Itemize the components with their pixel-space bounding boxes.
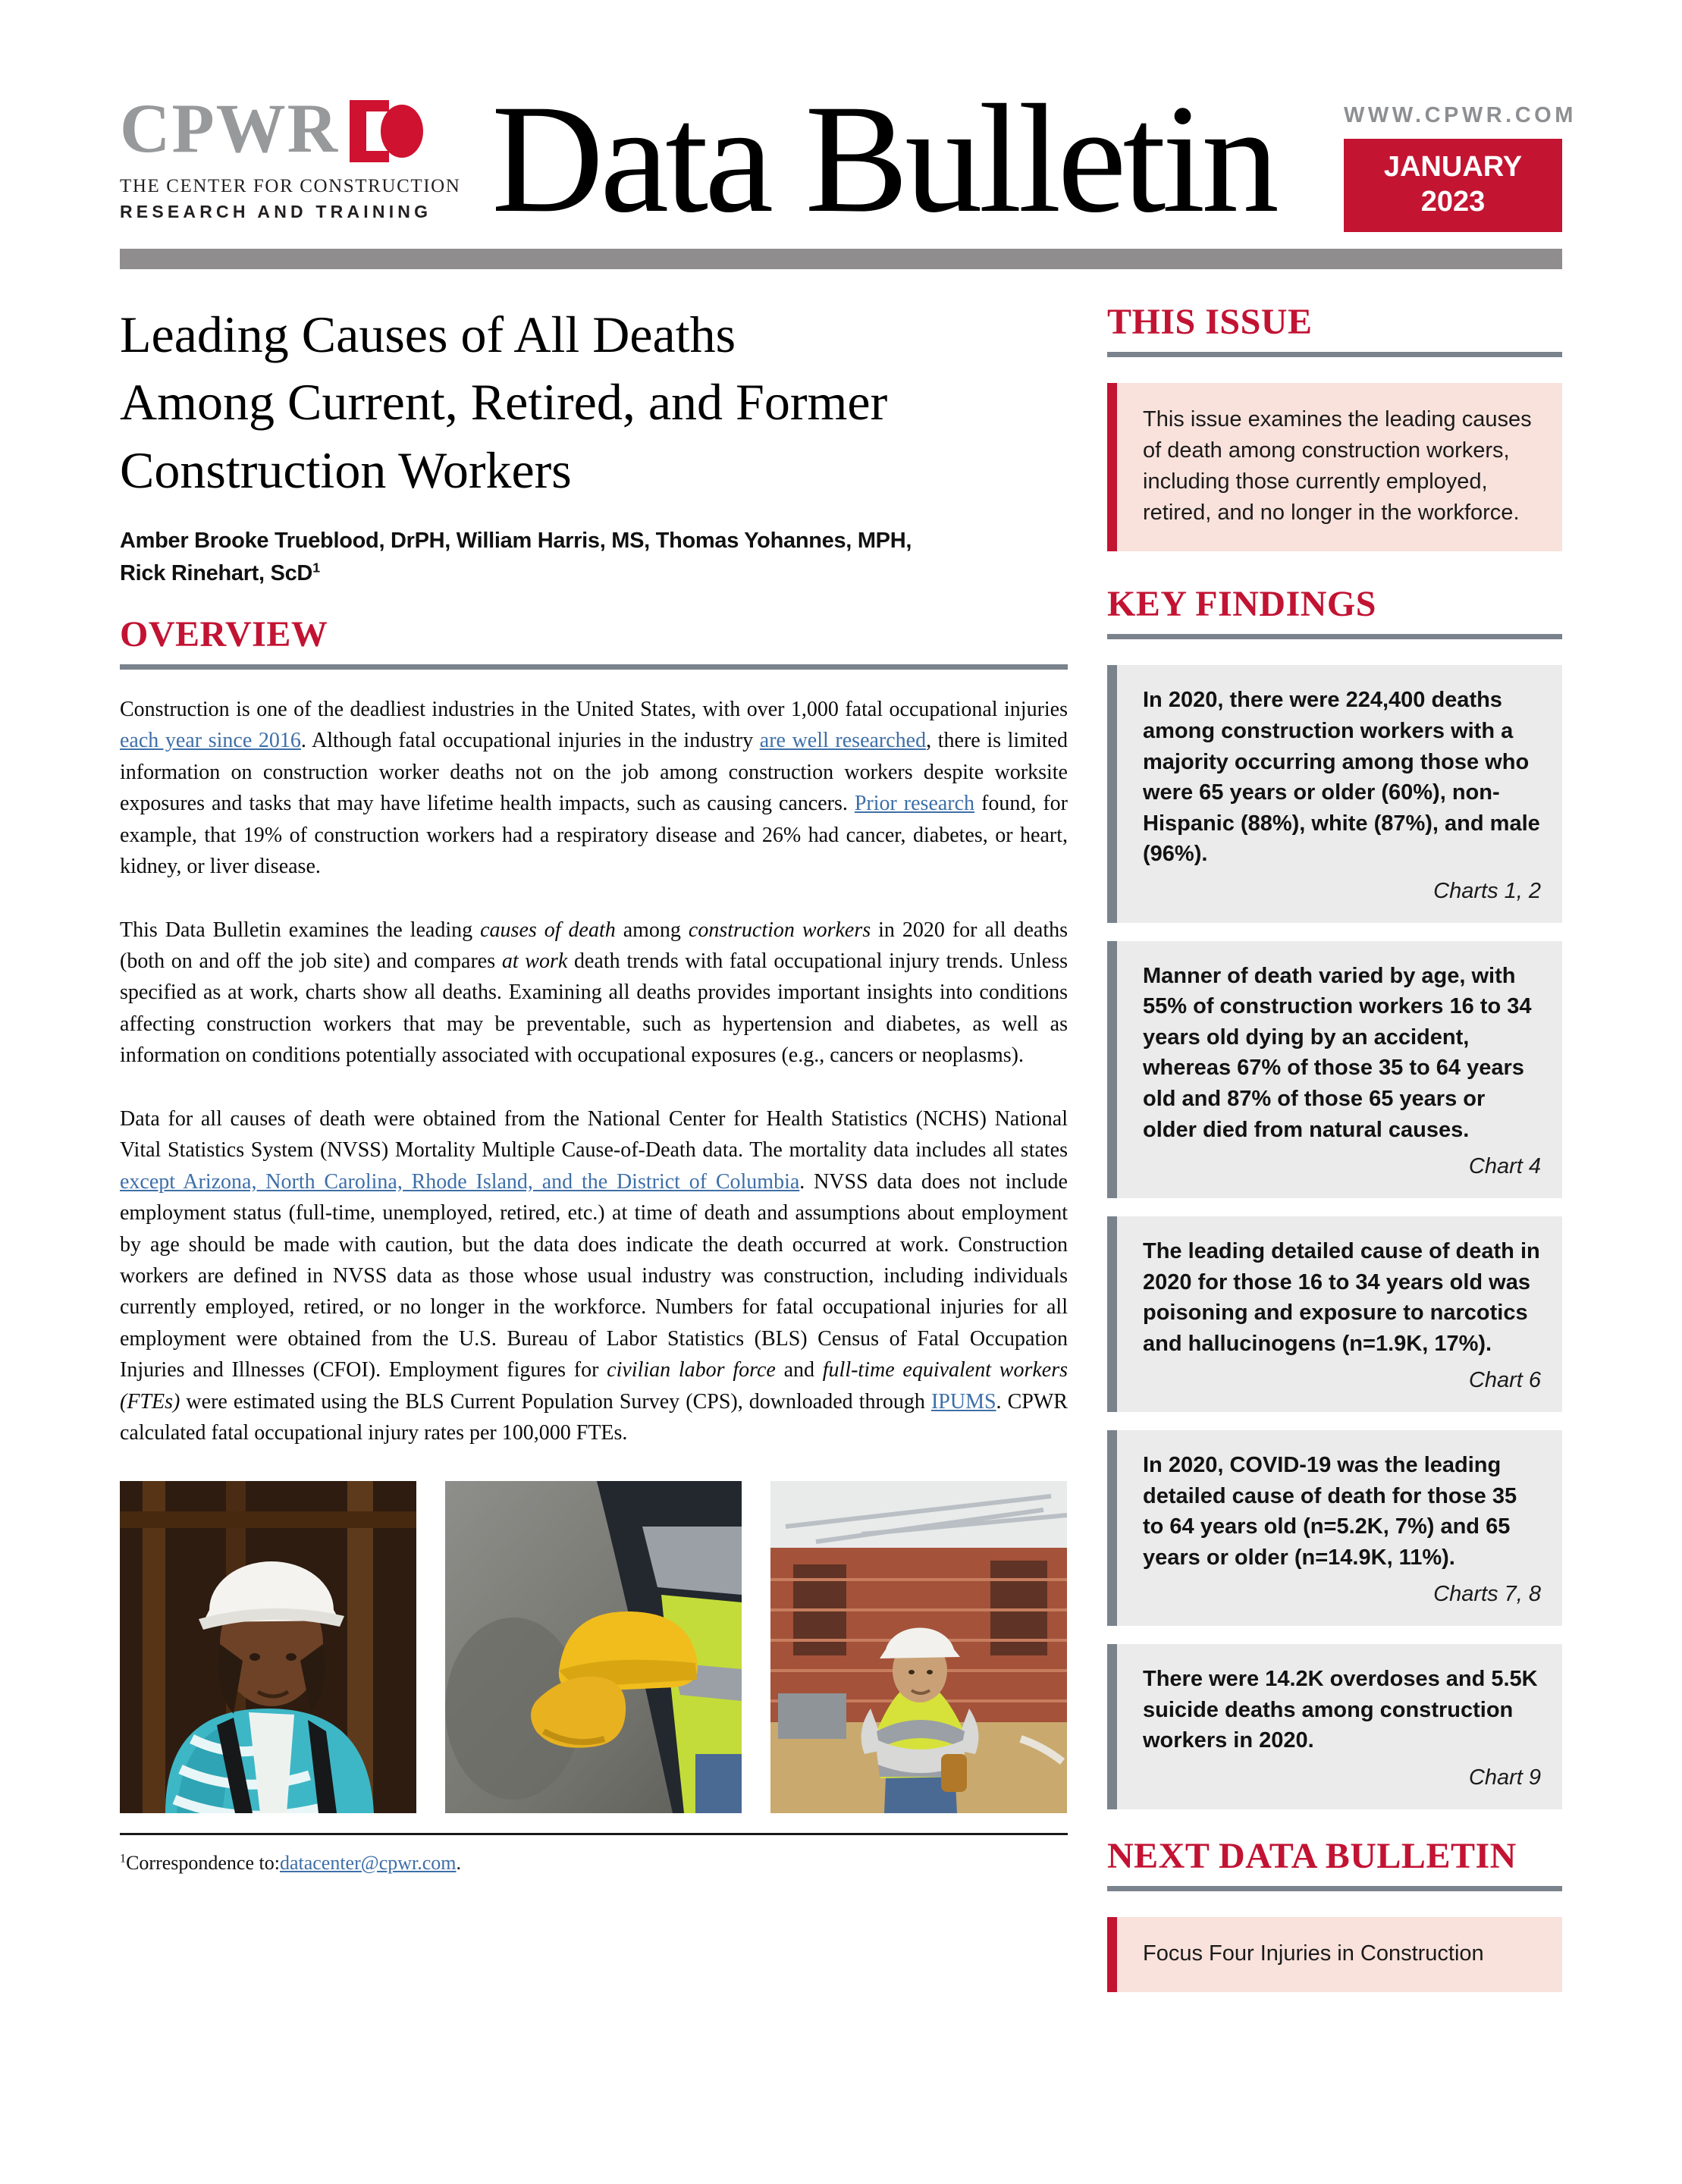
key-finding-box-2 <box>1107 941 1562 1198</box>
article-title <box>120 301 1068 505</box>
cpwr-logo <box>120 89 461 222</box>
inline-text-link[interactable]: each year since 2016 <box>120 729 301 753</box>
overview-paragraph-1 <box>120 694 1068 883</box>
female-construction-worker-illustration <box>120 1481 416 1813</box>
chart-reference: Charts 1, 2 <box>1433 878 1541 903</box>
key-finding-box-5 <box>1107 1644 1562 1809</box>
masthead-header <box>120 67 1577 245</box>
issue-month: JANUARY <box>1383 151 1523 183</box>
this-issue-rule <box>1107 352 1562 357</box>
key-finding-box-1 <box>1107 665 1562 922</box>
chart-reference: Chart 9 <box>1468 1765 1541 1790</box>
yellow-hardhat-illustration <box>445 1481 742 1813</box>
worker-holding-yellow-hardhat-photo <box>445 1481 742 1813</box>
italic-text: causes of death <box>480 918 616 942</box>
main-column <box>120 301 1068 1992</box>
publication-title: Data Bulletin <box>491 73 1276 245</box>
issue-date-badge <box>1344 139 1562 232</box>
body-text: Construction is one of the deadliest industries in the United States, with over 1,000 fatal occupational injuries <box>120 697 1068 721</box>
correspondence-email-link[interactable]: datacenter@cpwr.com <box>279 1851 457 1874</box>
body-text: death trends with fatal occupational injury trends. Unless specified as at work, charts show all deaths. Examining all deaths provides important insights into conditions affecting construction workers that may be preventable, such as hypertension and diabetes, as well as information on conditions potentially associated with occupational exposures (e.g., cancers or neoplasms). <box>120 949 1068 1068</box>
overview-paragraph-3 <box>120 1103 1068 1449</box>
chart-reference: Chart 6 <box>1468 1368 1541 1393</box>
body-text: This Data Bulletin examines the leading <box>120 918 481 942</box>
body-text: among <box>615 918 689 942</box>
logo-tagline-line2: RESEARCH AND TRAINING <box>120 202 432 221</box>
next-data-bulletin-heading: NEXT DATA BULLETIN <box>1107 1835 1517 1876</box>
key-finding-text: In 2020, there were 224,400 deaths among construction workers with a majority occurring among those who were 65 years or older (60%), non-Hispanic (88%), white (87%), and male (96%). <box>1143 688 1540 867</box>
overview-rule <box>120 664 1068 670</box>
issue-year: 2023 <box>1420 186 1486 218</box>
body-text: were estimated using the BLS Current Population Survey (CPS), downloaded through <box>180 1389 931 1414</box>
overview-paragraph-2 <box>120 915 1068 1072</box>
photo-strip <box>120 1481 1068 1813</box>
header-issue-block <box>1344 103 1577 232</box>
next-data-bulletin-text: Focus Four Injuries in Construction <box>1143 1941 1484 1966</box>
logo-oval-shape <box>381 105 423 158</box>
inline-text-link[interactable]: Prior research <box>854 792 975 816</box>
male-construction-worker-illustration <box>770 1481 1067 1813</box>
italic-text: full-time equivalent workers (FTEs) <box>120 1358 1068 1414</box>
footnote-text: Correspondence to: <box>126 1851 280 1874</box>
italic-text: construction workers <box>688 918 871 942</box>
website-url[interactable]: WWW.CPWR.COM <box>1344 103 1577 127</box>
key-finding-text: Manner of death varied by age, with 55% of construction workers 16 to 34 years old dying by an accident, whereas 67% of those 35 to 64 years old and 87% of those 65 years or older died from natural causes. <box>1143 963 1532 1142</box>
next-data-bulletin-rule <box>1107 1886 1562 1891</box>
key-finding-box-4 <box>1107 1430 1562 1626</box>
body-text: in 2020 for all deaths (both on and off the job site) and compares <box>120 918 1068 974</box>
author-line1: Amber Brooke Trueblood, DrPH, William Harris, MS, Thomas Yohannes, MPH, <box>120 528 912 553</box>
body-text: and <box>775 1358 823 1382</box>
logo-tagline-line1: THE CENTER FOR CONSTRUCTION <box>120 176 461 196</box>
body-text: . Although fatal occupational injuries in the industry <box>300 729 760 753</box>
footnote-mark: 1 <box>120 1851 127 1865</box>
article-title-line1: Leading Causes of All Deaths <box>120 305 736 363</box>
body-text: found, for example, that 19% of construction workers had a respiratory disease and 26% had cancer, diabetes, or heart, kidney, or liver disease. <box>120 792 1068 879</box>
italic-text: civilian labor force <box>607 1358 776 1382</box>
body-text: . CPWR calculated fatal occupational injury rates per 100,000 FTEs. <box>120 1389 1068 1445</box>
male-construction-worker-at-site-photo <box>770 1481 1067 1813</box>
correspondence-footnote <box>120 1852 1068 1875</box>
key-finding-text: The leading detailed cause of death in 2020 for those 16 to 34 years old was poisoning and exposure to narcotics and hallucinogens (n=1.9K, 17%). <box>1143 1238 1540 1356</box>
body-text: , there is limited information on construction worker deaths not on the job among construction workers despite worksite exposures and tasks that may have lifetime health impacts, such as causing cancers. <box>120 729 1068 816</box>
author-footnote-mark: 1 <box>312 560 320 576</box>
this-issue-heading: THIS ISSUE <box>1107 301 1313 342</box>
author-line2: Rick Rinehart, ScD$^1$ <box>120 560 320 586</box>
inline-text-link[interactable]: IPUMS <box>930 1389 996 1414</box>
red-bracket-oval-icon <box>350 100 423 162</box>
body-text: Data for all causes of death were obtained from the National Center for Health Statistics (NCHS) National Vital Statistics System (NVSS) Mortality Multiple Cause-of-Death data. The mortality data includes all states <box>120 1106 1068 1163</box>
inline-text-link[interactable]: are well researched <box>759 729 927 753</box>
cpwr-logo-text: CPWR <box>120 89 340 167</box>
header-divider-bar <box>120 249 1562 269</box>
this-issue-text: This issue examines the leading causes of death among construction workers, including those currently employed, retired, and no longer in the workforce. <box>1143 406 1532 526</box>
italic-text: at work <box>501 949 568 974</box>
key-finding-box-3 <box>1107 1216 1562 1412</box>
sidebar-column <box>1107 301 1562 1992</box>
inline-text-link[interactable]: except Arizona, North Carolina, Rhode Island, and the District of Columbia <box>120 1169 800 1194</box>
chart-reference: Chart 4 <box>1468 1154 1541 1179</box>
article-title-line2: Among Current, Retired, and Former <box>120 373 888 431</box>
next-data-bulletin-box <box>1107 1917 1562 1992</box>
author-byline <box>120 525 1068 591</box>
key-finding-text: There were 14.2K overdoses and 5.5K suicide deaths among construction workers in 2020. <box>1143 1667 1538 1753</box>
footnote-period: . <box>456 1851 462 1874</box>
this-issue-box <box>1107 383 1562 552</box>
female-construction-worker-photo <box>120 1481 416 1813</box>
key-finding-text: In 2020, COVID-19 was the leading detailed cause of death for those 35 to 64 years old (n=5.2K, 7%) and 65 years or older (n=14.9K, 11%). <box>1143 1452 1517 1570</box>
key-findings-rule <box>1107 634 1562 639</box>
key-findings-heading: KEY FINDINGS <box>1107 584 1376 625</box>
footnote-rule <box>120 1833 1068 1835</box>
overview-heading: OVERVIEW <box>120 613 328 654</box>
body-text: . NVSS data does not include employment status (full-time, unemployed, retired, etc.) at time of death and assumptions about employment by age should be made with caution, but the data does indicate the death occurred at work. Construction workers are defined in NVSS data as those whose usual industry was construction, including individuals currently employed, retired, or no longer in the workforce. Numbers for fatal occupational injuries for all employment were obtained from the U.S. Bureau of Labor Statistics (BLS) Census of Fatal Occupation Injuries and Illnesses (CFOI). Employment figures for <box>120 1169 1068 1382</box>
chart-reference: Charts 7, 8 <box>1433 1582 1541 1607</box>
article-title-line3: Construction Workers <box>120 441 572 500</box>
